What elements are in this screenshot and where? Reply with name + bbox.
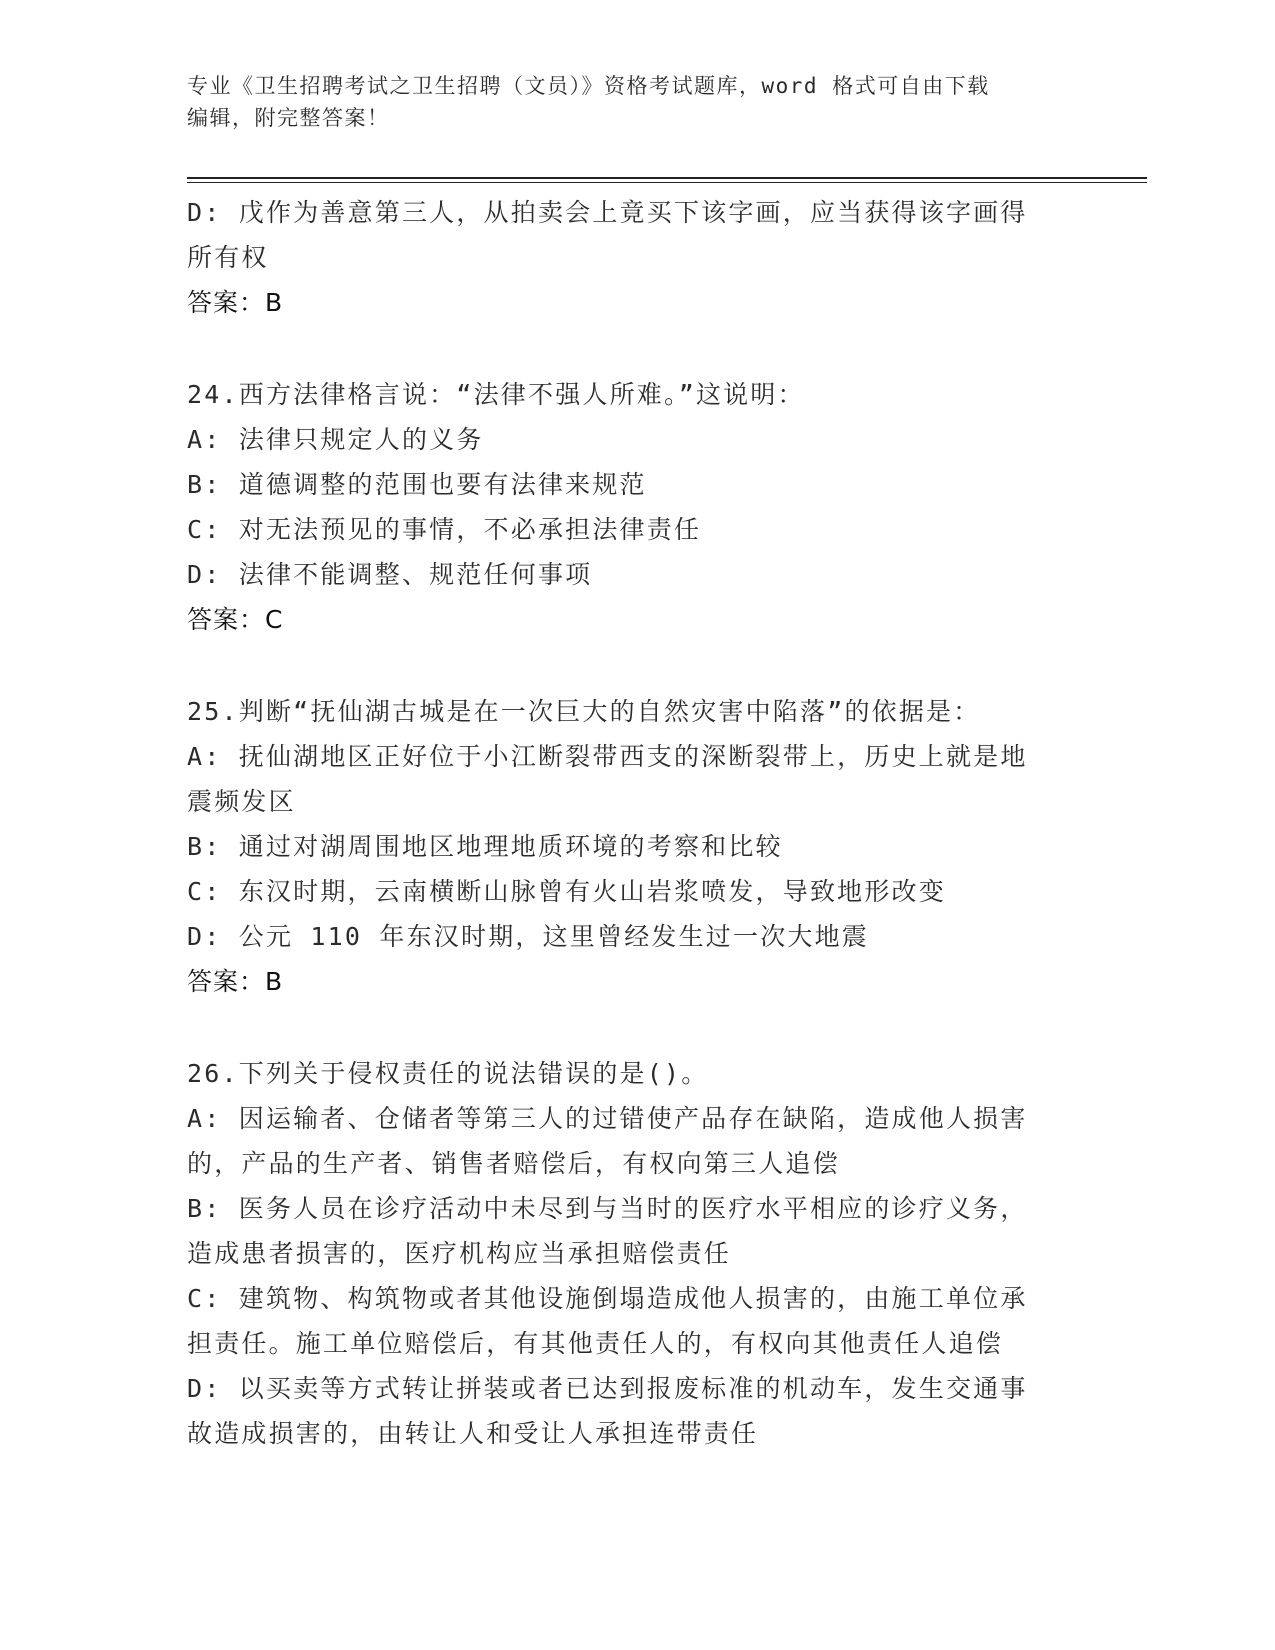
option-d: D: 戊作为善意第三人，从拍卖会上竟买下该字画，应当获得该字画得 xyxy=(187,198,1028,227)
option-b-continued: 造成患者损害的，医疗机构应当承担赔偿责任 xyxy=(187,1239,732,1268)
option-c: C: 建筑物、构筑物或者其他设施倒塌造成他人损害的，由施工单位承 xyxy=(187,1284,1028,1313)
option-a: A: 抚仙湖地区正好位于小江断裂带西支的深断裂带上，历史上就是地 xyxy=(187,742,1028,771)
answer: 答案：C xyxy=(187,605,284,634)
option-c-continued: 担责任。施工单位赔偿后，有其他责任人的，有权向其他责任人追偿 xyxy=(187,1329,1004,1358)
question-text: 24.西方法律格言说：“法律不强人所难。”这说明： xyxy=(187,380,805,409)
header-line-2: 编辑，附完整答案！ xyxy=(187,106,390,130)
answer: 答案：B xyxy=(187,288,284,317)
option-a: A: 因运输者、仓储者等第三人的过错使产品存在缺陷，造成他人损害 xyxy=(187,1104,1028,1133)
option-d: D: 公元 110 年东汉时期，这里曾经发生过一次大地震 xyxy=(187,922,870,951)
question-text: 26.下列关于侵权责任的说法错误的是()。 xyxy=(187,1059,709,1088)
option-c: C: 对无法预见的事情，不必承担法律责任 xyxy=(187,515,702,544)
option-a-continued: 的，产品的生产者、销售者赔偿后，有权向第三人追偿 xyxy=(187,1149,840,1178)
header-line-1: 专业《卫生招聘考试之卫生招聘（文员）》资格考试题库，word 格式可自由下载 xyxy=(187,74,990,98)
option-a: A: 法律只规定人的义务 xyxy=(187,425,484,454)
question-list xyxy=(187,190,1077,1456)
option-a-continued: 震频发区 xyxy=(187,787,296,816)
question-text: 25.判断“抚仙湖古城是在一次巨大的自然灾害中陷落”的依据是： xyxy=(187,697,981,726)
prev-question-tail xyxy=(187,190,1077,326)
option-b: B: 医务人员在诊疗活动中未尽到与当时的医疗水平相应的诊疗义务， xyxy=(187,1194,1028,1223)
question-24 xyxy=(187,372,1077,643)
option-b: B: 通过对湖周围地区地理地质环境的考察和比较 xyxy=(187,832,783,861)
option-c: C: 东汉时期，云南横断山脉曾有火山岩浆喷发，导致地形改变 xyxy=(187,877,946,906)
question-26 xyxy=(187,1051,1077,1456)
option-d-continued: 故造成损害的，由转让人和受让人承担连带责任 xyxy=(187,1419,759,1448)
header-divider xyxy=(187,177,1147,183)
option-d: D: 以买卖等方式转让拼装或者已达到报废标准的机动车，发生交通事 xyxy=(187,1374,1028,1403)
option-b: B: 道德调整的范围也要有法律来规范 xyxy=(187,470,647,499)
question-25 xyxy=(187,689,1077,1005)
option-d-continued: 所有权 xyxy=(187,243,269,272)
answer: 答案：B xyxy=(187,967,284,996)
document-header xyxy=(187,70,1067,134)
option-d: D: 法律不能调整、规范任何事项 xyxy=(187,560,593,589)
